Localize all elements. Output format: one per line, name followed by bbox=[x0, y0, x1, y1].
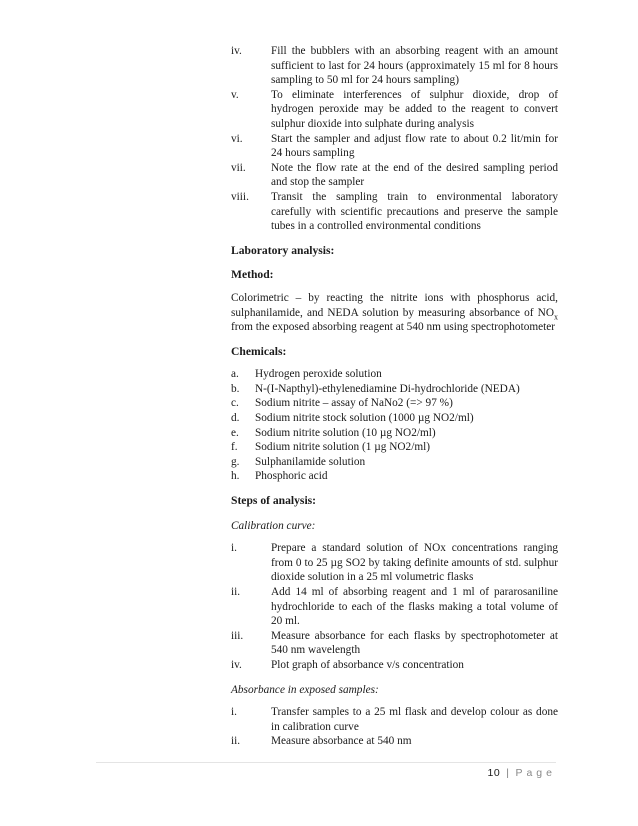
item-number: d. bbox=[231, 412, 240, 425]
item-text: Transfer samples to a 25 ml flask and develop colour as done in calibration curve bbox=[271, 706, 558, 733]
item-text: N-(I-Napthyl)-ethylenediamine Di-hydrochloride (NEDA) bbox=[255, 382, 520, 395]
list-item bbox=[231, 190, 558, 234]
item-number: v. bbox=[231, 88, 239, 101]
item-number: a. bbox=[231, 368, 239, 381]
list-item bbox=[231, 734, 558, 749]
item-number: g. bbox=[231, 455, 240, 468]
item-number: vi. bbox=[231, 132, 243, 145]
list-item bbox=[231, 382, 558, 397]
list-item bbox=[231, 541, 558, 585]
item-text: Hydrogen peroxide solution bbox=[255, 368, 382, 381]
page-footer bbox=[488, 767, 556, 779]
list-item bbox=[231, 367, 558, 382]
calibration-heading: Calibration curve: bbox=[231, 519, 316, 532]
list-item bbox=[231, 44, 558, 88]
method-text-start: Colorimetric – by reacting the nitrite ions with phosphorus acid, sulphanilamide, and NEDA solution by measuring absorbance of NO bbox=[231, 291, 558, 319]
item-text: Measure absorbance for each flasks by spectrophotometer at 540 nm wavelength bbox=[271, 629, 558, 657]
page-number: 10 bbox=[487, 767, 501, 779]
item-text: To eliminate interferences of sulphur dioxide, drop of hydrogen peroxide may be added to the reagent to convert sulphur dioxide into sulphate during analysis bbox=[271, 88, 558, 130]
list-item bbox=[231, 161, 558, 190]
item-number: viii. bbox=[231, 190, 249, 203]
page-content bbox=[231, 44, 558, 749]
item-text: Sodium nitrite solution (10 µg NO2/ml) bbox=[255, 426, 436, 439]
item-number: iv. bbox=[231, 658, 242, 671]
list-item bbox=[231, 440, 558, 455]
item-number: c. bbox=[231, 397, 239, 410]
item-number: b. bbox=[231, 382, 240, 395]
method-text-end: from the exposed absorbing reagent at 540 nm using spectrophotometer bbox=[231, 321, 556, 334]
item-text: Start the sampler and adjust flow rate to about 0.2 lit/min for 24 hours sampling bbox=[271, 132, 558, 160]
item-text: Phosphoric acid bbox=[255, 470, 328, 483]
steps-heading: Steps of analysis: bbox=[231, 494, 317, 508]
list-item bbox=[231, 585, 558, 629]
item-number: e. bbox=[231, 426, 239, 439]
item-number: iv. bbox=[231, 45, 242, 57]
absorbance-steps-list bbox=[231, 705, 558, 749]
list-item bbox=[231, 396, 558, 411]
list-item bbox=[231, 705, 558, 734]
item-text: Sodium nitrite – assay of NaNo2 (=> 97 %) bbox=[255, 397, 453, 410]
item-number: iii. bbox=[231, 629, 244, 642]
item-text: Transit the sampling train to environmental laboratory carefully with scientific precautions and preserve the sample tubes in a controlled environmental conditions bbox=[271, 190, 558, 233]
item-number: ii. bbox=[231, 735, 241, 748]
list-item bbox=[231, 426, 558, 441]
item-number: h. bbox=[231, 470, 240, 483]
item-text: Fill the bubblers with an absorbing reagent with an amount sufficient to last for 24 hours (approximately 15 ml for 8 hours sampling to 50 ml for 24 hours sampling) bbox=[271, 45, 558, 87]
item-text: Sodium nitrite stock solution (1000 µg NO2/ml) bbox=[255, 412, 474, 425]
item-text: Note the flow rate at the end of the desired sampling period and stop the sampler bbox=[271, 161, 558, 189]
item-number: i. bbox=[231, 706, 237, 719]
absorbance-heading: Absorbance in exposed samples: bbox=[231, 683, 379, 696]
method-paragraph bbox=[231, 291, 558, 335]
item-text: Sodium nitrite solution (1 µg NO2/ml) bbox=[255, 441, 431, 454]
item-number: f. bbox=[231, 441, 238, 454]
item-text: Add 14 ml of absorbing reagent and 1 ml of pararosaniline hydrochloride to each of the flasks making a total volume of 20 ml. bbox=[271, 586, 558, 628]
chemicals-list bbox=[231, 367, 558, 484]
item-text: Plot graph of absorbance v/s concentration bbox=[271, 658, 464, 671]
calibration-steps-list bbox=[231, 541, 558, 672]
footer-divider bbox=[96, 762, 556, 763]
list-item bbox=[231, 455, 558, 470]
item-text: Prepare a standard solution of NOx concentrations ranging from 0 to 25 µg SO2 by taking definite amounts of std. sulphur dioxide solution in a 25 ml volumetric flasks bbox=[271, 542, 558, 584]
lab-analysis-heading: Laboratory analysis: bbox=[231, 243, 335, 257]
item-number: i. bbox=[231, 542, 237, 555]
item-number: ii. bbox=[231, 586, 241, 598]
list-item bbox=[231, 629, 558, 658]
method-subscript: x bbox=[554, 311, 558, 321]
list-item bbox=[231, 411, 558, 426]
item-text: Measure absorbance at 540 nm bbox=[271, 735, 412, 748]
list-item bbox=[231, 658, 558, 673]
footer-separator: | bbox=[506, 767, 510, 779]
list-item bbox=[231, 132, 558, 161]
method-heading: Method: bbox=[231, 268, 274, 282]
list-item bbox=[231, 469, 558, 484]
list-item bbox=[231, 88, 558, 132]
chemicals-heading: Chemicals: bbox=[231, 344, 287, 358]
page-label: Page bbox=[515, 767, 556, 779]
sampling-steps-list bbox=[231, 44, 558, 234]
item-text: Sulphanilamide solution bbox=[255, 455, 366, 468]
item-number: vii. bbox=[231, 161, 246, 174]
